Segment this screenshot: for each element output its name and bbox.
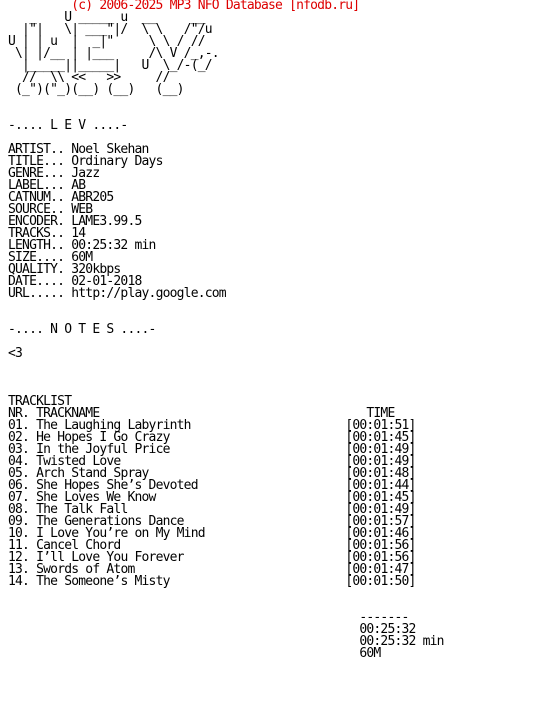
info-key: QUALITY. — [8, 262, 65, 277]
info-key: SOURCE.. — [8, 202, 65, 217]
track-number: 03. — [8, 442, 30, 457]
track-number: 05. — [8, 466, 30, 481]
logo-art-line: _ U _____ u __ __ — [8, 10, 205, 25]
blank-line — [8, 384, 560, 396]
track-name: In the Joyful Price — [36, 442, 170, 457]
track-time: [00:01:51] — [345, 418, 416, 433]
track-name: The Generations Dance — [36, 514, 184, 529]
track-name: I Love You’re on My Mind — [36, 526, 205, 541]
notes-text: <3 — [8, 346, 23, 361]
column-header-trackname: NR. TRACKNAME — [8, 406, 100, 421]
info-key: ENCODER. — [8, 214, 65, 229]
info-value: 00:25:32 min — [71, 238, 156, 253]
track-number: 02. — [8, 430, 30, 445]
track-time: [00:01:49] — [345, 442, 416, 457]
blank-line — [8, 360, 560, 372]
track-time: [00:01:45] — [345, 430, 416, 445]
notes-header: -.... N O T E S ....- — [8, 322, 156, 337]
track-name: He Hopes I Go Crazy — [36, 430, 170, 445]
release-header: -.... L E V ....- — [8, 118, 128, 133]
logo-art-line: // \\ << >> // — [8, 70, 170, 85]
track-time: [00:01:57] — [345, 514, 416, 529]
track-time: [00:01:50] — [345, 574, 416, 589]
tracklist-title: TRACKLIST — [8, 394, 72, 409]
info-key: ARTIST.. — [8, 142, 65, 157]
summary-rule: ------- — [359, 610, 409, 625]
track-number: 10. — [8, 526, 30, 541]
track-number: 12. — [8, 550, 30, 565]
summary-total-min: 00:25:32 min — [359, 634, 444, 649]
track-time: [00:01:49] — [345, 454, 416, 469]
logo-art-line: |"| \| ___"|/ \ \ /"/u — [8, 22, 212, 37]
track-name: I’ll Love You Forever — [36, 550, 184, 565]
blank-line — [8, 96, 560, 108]
track-time: [00:01:44] — [345, 478, 416, 493]
track-name: She Hopes She’s Devoted — [36, 478, 198, 493]
info-row — [8, 168, 560, 180]
track-name: The Laughing Labyrinth — [36, 418, 191, 433]
summary-total: 00:25:32 — [359, 622, 416, 637]
track-number: 14. — [8, 574, 30, 589]
track-name: Cancel Chord — [36, 538, 121, 553]
info-key: TITLE... — [8, 154, 65, 169]
logo-art-line: \| |/__ | |___ /\ V /_,-. — [8, 46, 219, 61]
info-value: 02-01-2018 — [71, 274, 142, 289]
info-key: GENRE... — [8, 166, 65, 181]
summary-size-row — [8, 648, 560, 660]
info-value: 14 — [71, 226, 86, 241]
track-row — [8, 576, 560, 588]
info-value: ABR205 — [71, 190, 114, 205]
track-number: 09. — [8, 514, 30, 529]
info-row — [8, 216, 560, 228]
track-time: [00:01:47] — [345, 562, 416, 577]
info-value: Noel Skehan — [71, 142, 149, 157]
logo-art-line: U | | u | _|" \ \ / // — [8, 34, 205, 49]
info-key: URL..... — [8, 286, 65, 301]
info-value: LAME3.99.5 — [71, 214, 142, 229]
info-value: http://play.google.com — [71, 286, 226, 301]
info-key: CATNUM.. — [8, 190, 65, 205]
info-value: Ordinary Days — [71, 154, 163, 169]
info-value: WEB — [71, 202, 93, 217]
info-key: SIZE.... — [8, 250, 65, 265]
credit-line: (c) 2006-2025 MP3 NFO Database [nfodb.ru] — [8, 0, 360, 13]
track-number: 11. — [8, 538, 30, 553]
info-row — [8, 288, 560, 300]
info-value: Jazz — [71, 166, 100, 181]
info-value: 320kbps — [71, 262, 121, 277]
track-number: 04. — [8, 454, 30, 469]
track-number: 13. — [8, 562, 30, 577]
info-value: AB — [71, 178, 86, 193]
logo-art-line: |_____||_____| U \_/-(_/ — [8, 58, 212, 73]
track-time: [00:01:48] — [345, 466, 416, 481]
track-name: The Someone’s Misty — [36, 574, 170, 589]
track-name: She Loves We Know — [36, 490, 156, 505]
track-number: 01. — [8, 418, 30, 433]
track-number: 07. — [8, 490, 30, 505]
info-key: LENGTH.. — [8, 238, 65, 253]
track-name: Swords of Atom — [36, 562, 135, 577]
track-name: The Talk Fall — [36, 502, 128, 517]
info-key: TRACKS.. — [8, 226, 65, 241]
track-name: Arch Stand Spray — [36, 466, 149, 481]
track-time: [00:01:45] — [345, 490, 416, 505]
column-header-time: TIME — [366, 406, 395, 421]
summary-size: 60M — [359, 646, 381, 661]
info-key: DATE.... — [8, 274, 65, 289]
info-value: 60M — [71, 250, 93, 265]
track-time: [00:01:49] — [345, 502, 416, 517]
track-time: [00:01:56] — [345, 550, 416, 565]
track-number: 08. — [8, 502, 30, 517]
blank-line — [8, 588, 560, 600]
info-key: LABEL... — [8, 178, 65, 193]
track-time: [00:01:56] — [345, 538, 416, 553]
blank-line — [8, 372, 560, 384]
track-name: Twisted Love — [36, 454, 121, 469]
track-number: 06. — [8, 478, 30, 493]
blank-line — [8, 300, 560, 312]
blank-line — [8, 336, 560, 348]
logo-art-line: (_")("_)(__) (__) (__) — [8, 82, 184, 97]
track-time: [00:01:46] — [345, 526, 416, 541]
